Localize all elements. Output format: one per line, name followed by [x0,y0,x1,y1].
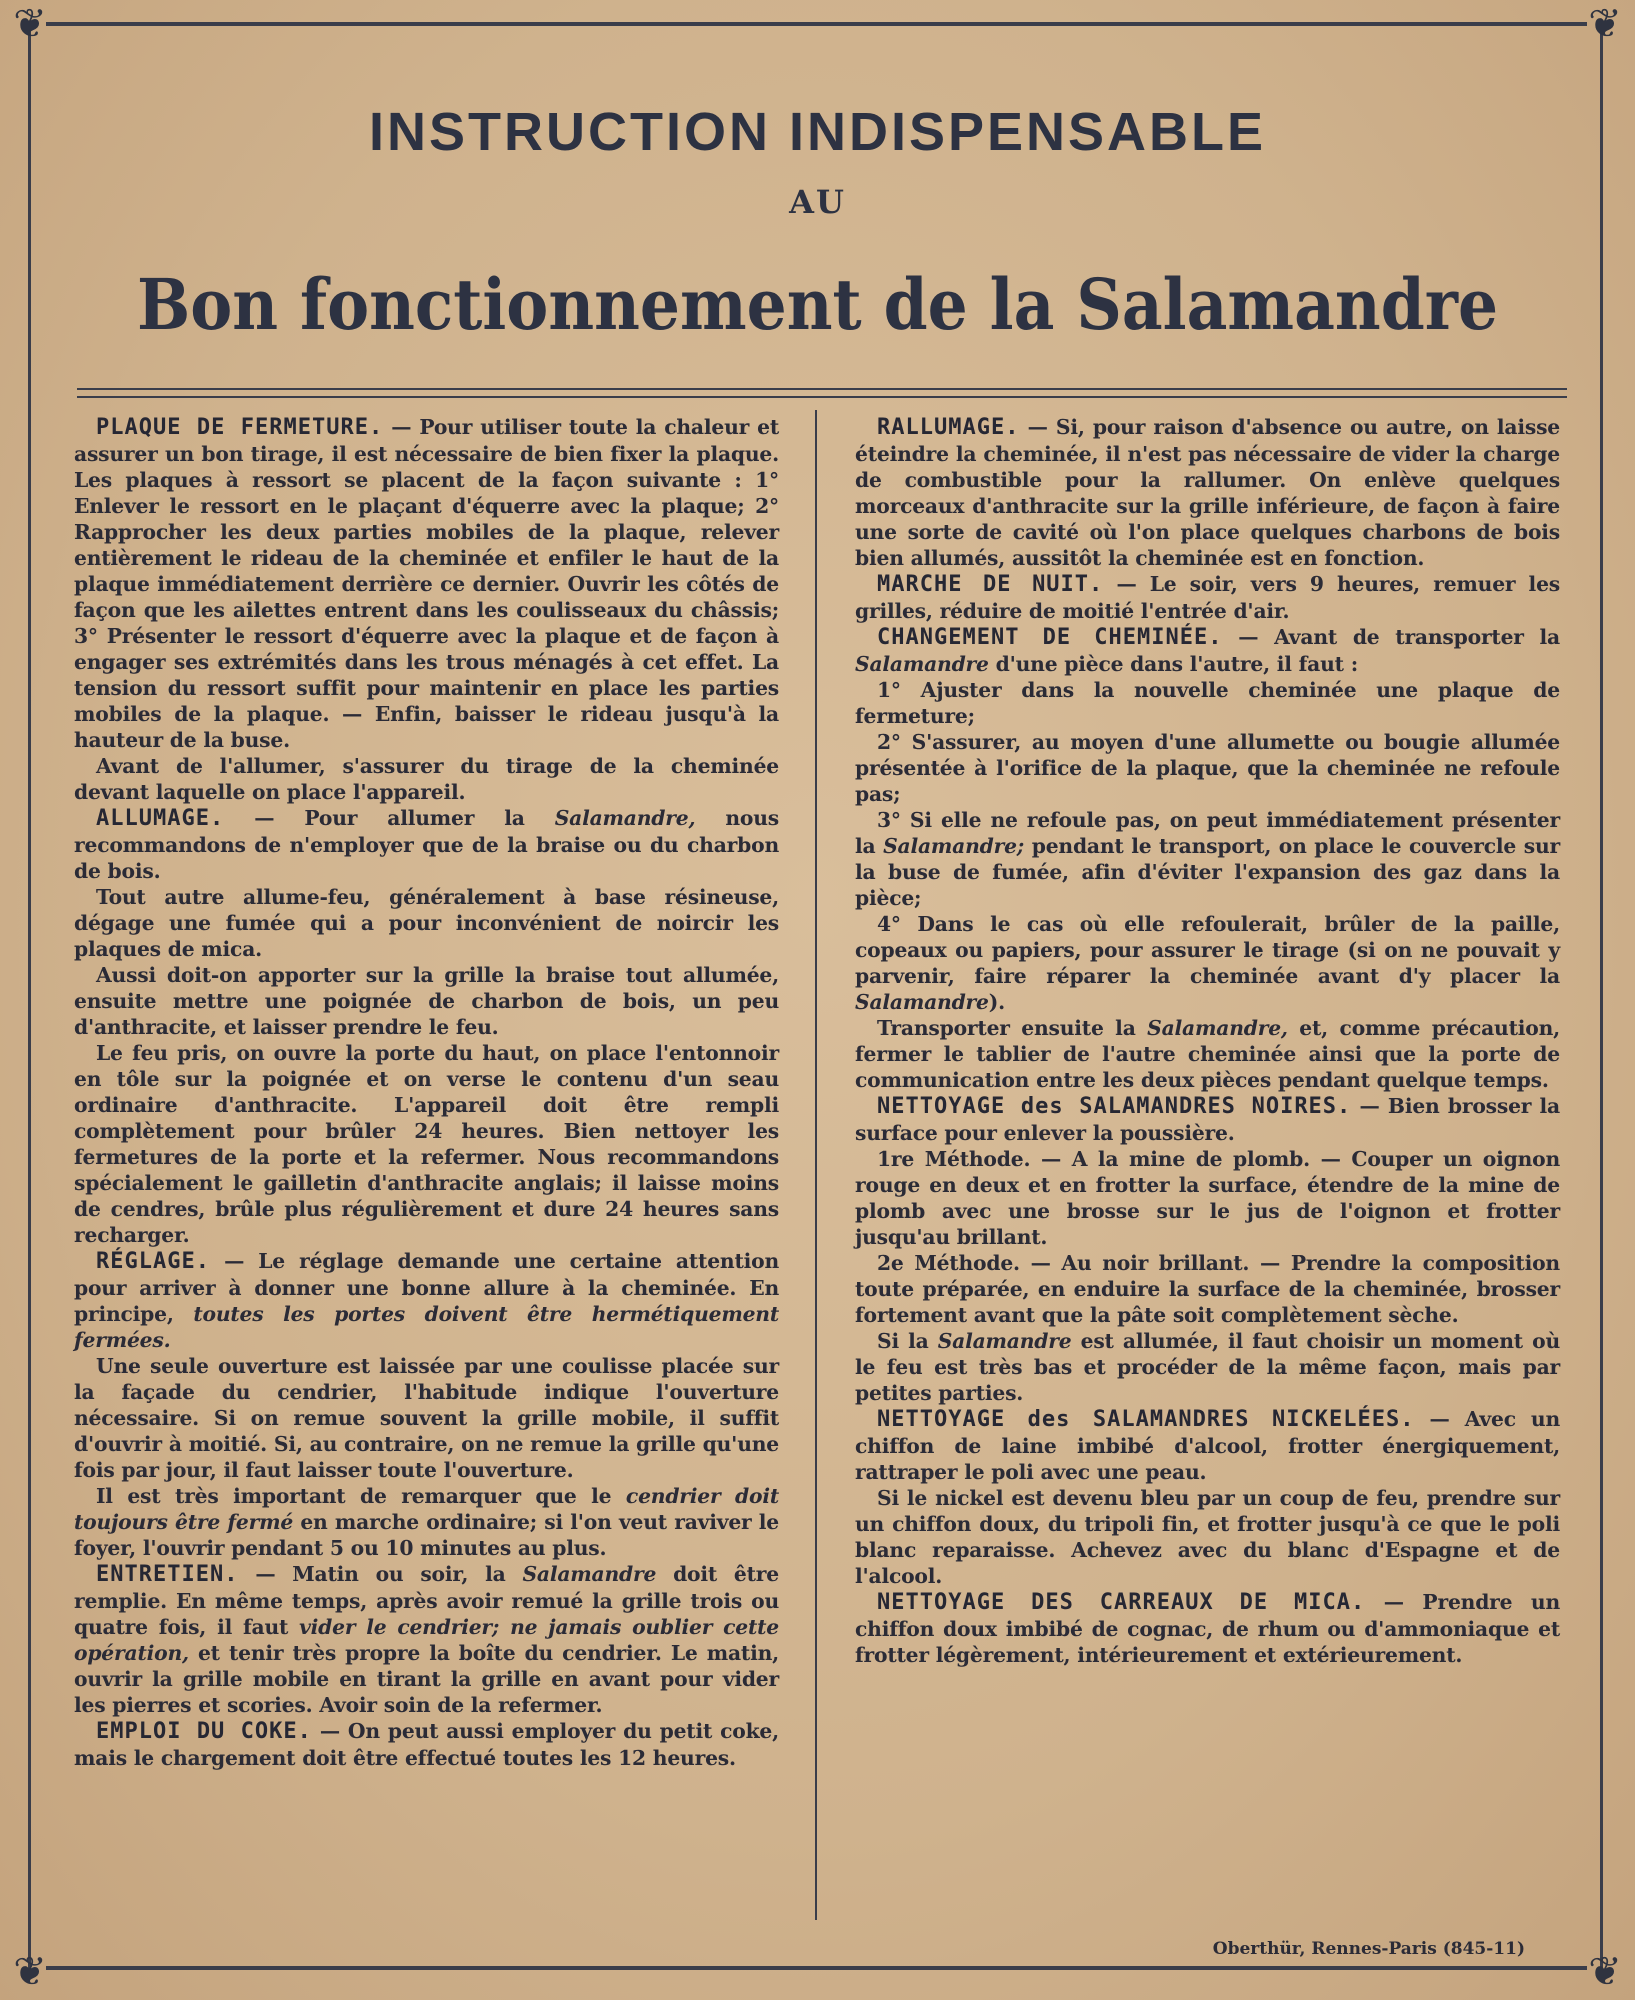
body-text: et, comme précaution, fermer le tablier de l'autre cheminée ainsi que la porte de communication entre les deux pièces pendant quelque temps. [855,1016,1560,1092]
body-text: — On peut aussi employer du petit coke, mais le chargement doit être effectué toutes les 12 heures. [74,1719,779,1770]
body-text: Une seule ouverture est laissée par une coulisse placée sur la façade du cendrier, l'habitude indique l'ouverture nécessaire. Si on remue souvent la grille mobile, il suffit d'ouvrir à moitié. Si, au contraire, on ne remue la grille qu'une fois par jour, il faut laisser toute l'ouverture. [74,1354,779,1482]
section-paragraph [855,911,1560,1015]
corner-ornament-icon: ❦ [13,1,47,47]
section-heading: CHANGEMENT DE CHEMINÉE. [877,625,1223,650]
section-paragraph [855,807,1560,911]
body-text: 4° Dans le cas où elle refoulerait, brûler de la paille, copeaux ou papiers, pour assurer le tirage (si on ne pouvait y parvenir, faire réparer la cheminée avant d'y placer la [855,912,1560,988]
section-intro-paragraph [74,1561,779,1718]
body-text: Transporter ensuite la [877,1016,1148,1040]
body-text: Si la [877,1329,938,1353]
body-text: — Couper un oignon rouge en deux et en frotter la surface, étendre de la mine de plomb avec une brosse sur le jus de l'oignon et frotter jusqu'au brillant. [855,1147,1560,1249]
body-text: — Matin ou soir, la [238,1562,523,1586]
section-intro-paragraph [855,624,1560,677]
section-heading: MARCHE DE NUIT. [877,572,1104,597]
title-line-2: AU [789,183,846,221]
italic-text: Salamandre [522,1562,657,1586]
section-paragraph [74,753,779,805]
body-text: — Pour utiliser toute la chaleur et assurer un bon tirage, il est nécessaire de bien fixer la plaque. Les plaques à ressort se placent de la façon suivante : 1° Enlever le ressort en le plaçant d'équerre avec la plaque; 2° Rapprocher les deux parties mobiles de la plaque, relever entièrement le rideau de la cheminée et enfiler le haut de la plaque immédiatement derrière ce dernier. Ouvrir les côtés de façon que les ailettes entrent dans les coulisseaux du châssis; 3° Présenter le ressort d'équerre avec la plaque et de façon à engager ses extrémités dans les trous ménagés à cet effet. La tension du ressort suffit pour maintenir en place les parties mobiles de la plaque. — Enfin, baisser le rideau jusqu'à la hauteur de la buse. [74,415,779,752]
section-paragraph [855,1250,1560,1328]
body-text: 2e Méthode. — [877,1251,1062,1275]
section-intro-paragraph [855,1093,1560,1146]
subheading-text: A la mine de plomb. [1071,1147,1310,1171]
section-heading: ENTRETIEN. [96,1562,239,1587]
body-text: — Bien brosser la surface pour enlever la poussière. [855,1094,1560,1145]
section-intro-paragraph [855,1589,1560,1668]
section-paragraph [855,1485,1560,1589]
section-paragraph [855,1015,1560,1093]
body-text: ). [988,990,1006,1014]
printer-imprint: Oberthür, Rennes-Paris (845-11) [1212,1939,1525,1959]
section-intro-paragraph [74,1718,779,1771]
body-text: et tenir très propre la boîte du cendrier. Le matin, ouvrir la grille mobile en tirant la grille en avant pour vider les pierres et scories. Avoir soin de la refermer. [74,1641,779,1717]
italic-text: vider le cendrier; ne jamais oublier cette opération, [74,1615,779,1665]
body-text: en marche ordinaire; si l'on veut raviver le foyer, l'ouvrir pendant 5 ou 10 minutes au plus. [74,1510,780,1560]
body-text: Aussi doit-on apporter sur la grille la braise tout allumée, ensuite mettre une poignée de charbon de bois, un peu d'anthracite, et laisser prendre le feu. [74,963,779,1039]
body-text: Il est très important de remarquer que le [96,1484,626,1508]
italic-text: Salamandre; [883,834,1025,858]
frame-top-rule [46,22,1587,26]
italic-text: Salamandre [937,1329,1072,1353]
section-paragraph [74,1483,779,1561]
body-text: doit être remplie. En même temps, après avoir remué la grille trois ou quatre fois, il faut [74,1562,779,1639]
italic-text: cendrier doit toujours être fermé [74,1484,780,1534]
body-text: pendant le transport, on place le couvercle sur la buse de fumée, afin d'éviter l'expansion des gaz dans la pièce; [855,834,1560,910]
body-text: — Pour allumer la [224,806,555,830]
section-paragraph [855,1146,1560,1250]
section-paragraph [74,884,779,962]
italic-text: toutes les portes doivent être hermétiquement fermées. [74,1302,780,1352]
body-text: est allumée, il faut choisir un moment où le feu est très bas et procéder de la même façon, mais par petites parties. [855,1329,1560,1405]
section-paragraph [855,729,1560,807]
section-paragraph [74,962,779,1040]
body-text: 1re Méthode. — [877,1147,1072,1171]
title-line-1: INSTRUCTION INDISPENSABLE [368,102,1267,162]
body-text: nous recommandons de n'employer que de la braise ou du charbon de bois. [74,806,780,883]
corner-ornament-icon: ❦ [1588,1,1622,47]
section-intro-paragraph [855,1406,1560,1485]
title-divider [77,388,1567,398]
frame-bottom-rule [46,1966,1587,1970]
section-paragraph [855,1328,1560,1406]
italic-text: Salamandre [855,990,989,1014]
body-text: Avant de l'allumer, s'assurer du tirage de la cheminée devant laquelle on place l'appareil. [74,754,779,804]
section-heading: EMPLOI DU COKE. [96,1719,312,1744]
left-column [74,414,779,1771]
section-intro-paragraph [74,1248,779,1353]
column-divider [815,410,817,1920]
section-heading: NETTOYAGE DES CARREAUX DE MICA. [877,1590,1366,1615]
section-heading: RALLUMAGE. [877,415,1020,440]
right-column [855,414,1560,1668]
body-text: Si le nickel est devenu bleu par un coup de feu, prendre sur un chiffon doux, du tripoli fin, et frotter jusqu'à ce que le poli blanc reparaisse. Achevez avec du blanc d'Espagne et de l'alcool. [855,1486,1560,1588]
section-paragraph [74,1353,779,1483]
section-intro-paragraph [855,414,1560,571]
body-text: — Avec un chiffon de laine imbibé d'alcool, frotter énergiquement, rattraper le poli avec une peau. [855,1407,1561,1484]
section-intro-paragraph [74,805,779,884]
section-heading: ALLUMAGE. [96,806,225,831]
section-heading: NETTOYAGE des SALAMANDRES NOIRES. [877,1094,1352,1119]
body-text: — Le soir, vers 9 heures, remuer les grilles, réduire de moitié l'entrée d'air. [855,572,1560,623]
body-text: Le feu pris, on ouvre la porte du haut, on place l'entonnoir en tôle sur la poignée et on verse le contenu d'un seau ordinaire d'anthracite. L'appareil doit être rempli complètement pour brûler 24 heures. Bien nettoyer les fermetures de la porte et la refermer. Nous recommandons spécialement le gailletin d'anthracite anglais; il laisse moins de cendres, brûle plus régulièrement et dure 24 heures sans recharger. [74,1041,779,1247]
body-text: — Prendre la composition toute préparée, en enduire la surface de la cheminée, brosser fortement avant que la pâte soit complètement sèche. [855,1251,1560,1327]
body-text: — Si, pour raison d'absence ou autre, on laisse éteindre la cheminée, il n'est pas nécessaire de vider la charge de combustible pour la rallumer. On enlève quelques morceaux d'anthracite sur la grille inférieure, de façon à faire une sorte de cavité où l'on place quelques charbons de bois bien allumés, aussitôt la cheminée est en fonction. [855,415,1560,570]
corner-ornament-icon: ❦ [1588,1949,1622,1995]
subheading-text: Au noir brillant. [1061,1251,1250,1275]
section-intro-paragraph [855,571,1560,624]
section-heading: RÉGLAGE. [96,1249,210,1274]
italic-text: Salamandre, [554,806,696,830]
body-text: d'une pièce dans l'autre, il faut : [988,652,1358,676]
corner-ornament-icon: ❦ [13,1949,47,1995]
body-text: 1° Ajuster dans la nouvelle cheminée une plaque de fermeture; [855,678,1560,728]
section-heading: NETTOYAGE des SALAMANDRES NICKELÉES. [877,1407,1415,1432]
body-text: — Avant de transporter la [1222,625,1560,649]
body-text: — Le réglage demande une certaine attention pour arriver à donner une bonne allure à la cheminée. En principe, [74,1249,779,1326]
section-paragraph [855,677,1560,729]
body-text: — Prendre un chiffon doux imbibé de cognac, de rhum ou d'ammoniaque et frotter légèrement, intérieurement et extérieurement. [855,1590,1560,1667]
section-paragraph [74,1040,779,1248]
main-title: Bon fonctionnement de la Salamandre [136,263,1499,346]
body-text: 3° Si elle ne refoule pas, on peut immédiatement présenter la [855,808,1560,858]
italic-text: Salamandre [855,652,989,676]
italic-text: Salamandre, [1147,1016,1288,1040]
body-text: Tout autre allume-feu, généralement à base résineuse, dégage une fumée qui a pour inconvénient de noircir les plaques de mica. [74,885,779,961]
section-intro-paragraph [74,414,779,753]
section-heading: PLAQUE DE FERMETURE. [96,415,384,440]
body-text: 2° S'assurer, au moyen d'une allumette ou bougie allumée présentée à l'orifice de la plaque, que la cheminée ne refoule pas; [855,730,1560,806]
